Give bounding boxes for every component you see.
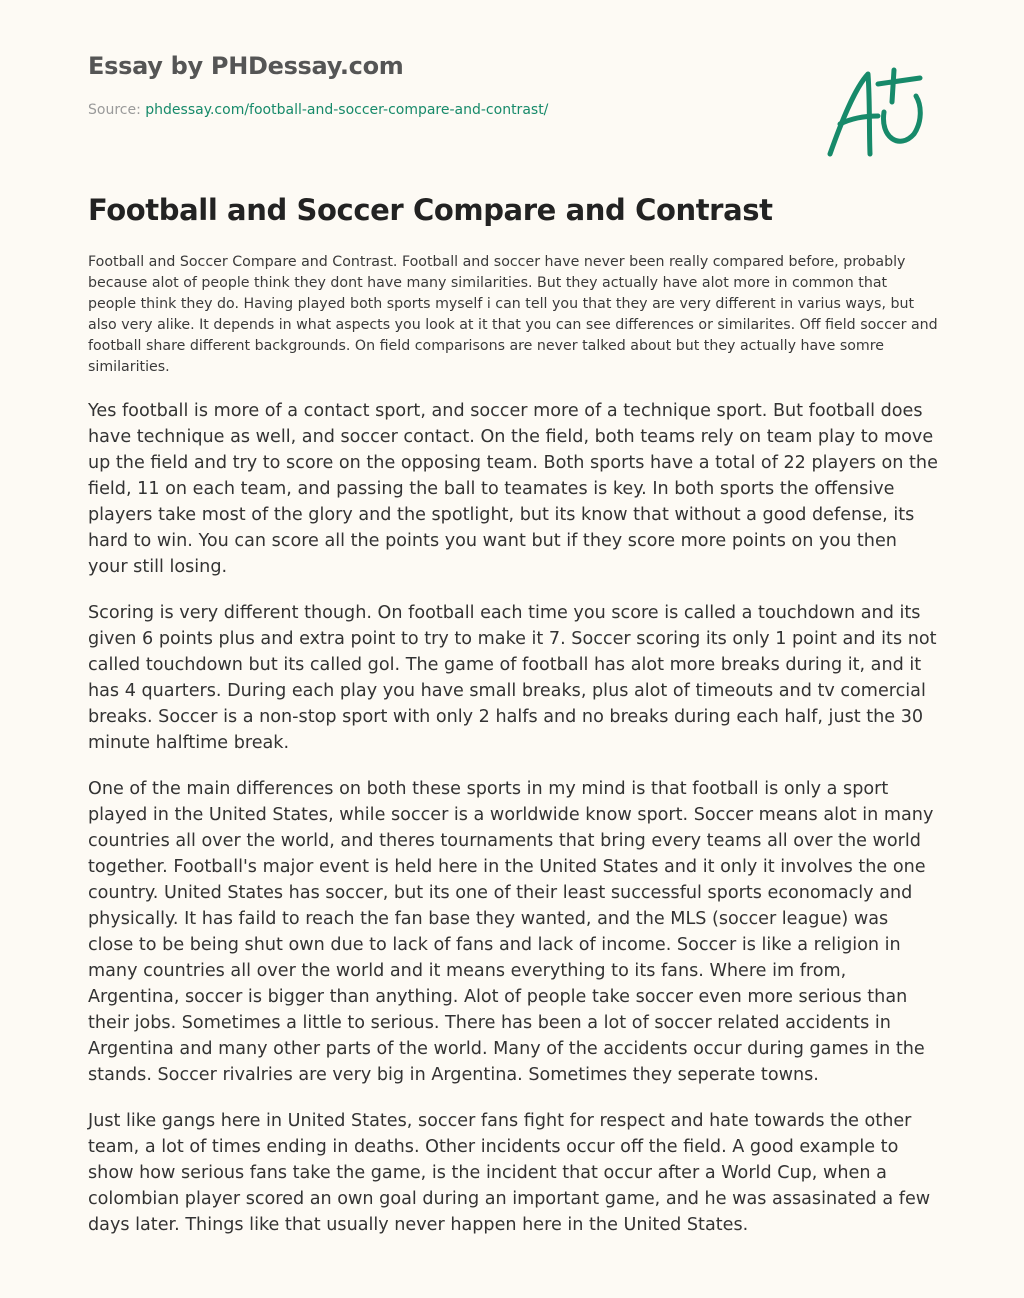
essay-paragraph-3: One of the main differences on both these sports in my mind is that football is only a sport played in the United States, while soccer is a worldwide know sport. Soccer means alot in many countries all over the world, and theres tournaments that bring every teams all over the world together. Football's major event is held here in the United States and it only it involves the one country. United States has soccer, but its one of their least successful sports economacly and physically. It has faild to reach the fan base they wanted, and the MLS (soccer league) was close to be being shut own due to lack of fans and lack of income. Soccer is like a religion in many countries all over the world and it means everything to its fans. Where im from, Argentina, soccer is bigger than anything. Alot of people take soccer even more serious than their jobs. Sometimes a little to serious. There has been a lot of soccer related accidents in Argentina and many other parts of the world. Many of the accidents occur during games in the stands. Soccer rivalries are very big in Argentina. Sometimes they seperate towns. — [88, 779, 934, 1085]
source-link[interactable]: phdessay.com/football-and-soccer-compare-and-contrast/ — [145, 102, 549, 118]
essay-title: Football and Soccer Compare and Contrast — [88, 193, 773, 227]
source-line — [88, 101, 808, 119]
logo-plus-horizontal — [878, 78, 920, 84]
essay-paragraph-2: Scoring is very different though. On football each time you score is called a touchdown and its given 6 points plus and extra point to try to make it 7. Soccer scoring its only 1 point and its not called touchdown but its called gol. The game of football has alot more breaks during it, and it has 4 quarters. During each play you have small breaks, plus alot of timeouts and tv comercial breaks. Soccer is a non-stop sport with only 2 halfs and no breaks during each half, just the 30 minute halftime break. — [88, 603, 937, 753]
essay-content — [88, 190, 938, 1238]
page-header — [88, 50, 808, 119]
logo-letter-a — [830, 74, 870, 154]
essay-paragraph-1: Yes football is more of a contact sport, and soccer more of a technique sport. But football does have technique as well, and soccer contact. On the field, both teams rely on team play to move up the field and try to score on the opposing team. Both sports have a total of 22 players on the field, 11 on each team, and passing the ball to teamates is key. In both sports the offensive players take most of the glory and the spotlight, but its know that without a good defense, its hard to win. You can score all the points you want but if they score more points on you then your still losing. — [88, 401, 938, 577]
essay-intro: Football and Soccer Compare and Contrast. Football and soccer have never been really compared before, probably because alot of people think they dont have many similarities. But they actually have alot more in common that people think they do. Having played both sports myself i can tell you that they are very different in varius ways, but also very alike. It depends in what aspects you look at it that you can see differences or similarites. Off field soccer and football share different backgrounds. On field comparisons are never talked about but they actually have somre similarities. — [88, 254, 938, 375]
a-plus-logo — [822, 62, 930, 162]
source-label: Source: — [88, 102, 146, 118]
essay-paragraph-4: Just like gangs here in United States, soccer fans fight for respect and hate towards the other team, a lot of times ending in deaths. Other incidents occur off the field. A good example to show how serious fans take the game, is the incident that occur after a World Cup, when a colombian player scored an own goal during an important game, and he was assasinated a few days later. Things like that usually never happen here in the United States. — [88, 1111, 931, 1235]
bottom-cutoff — [0, 1246, 1024, 1298]
site-brand[interactable]: Essay by PHDessay.com — [88, 52, 404, 80]
logo-swoosh — [883, 96, 920, 141]
logo-plus-vertical — [892, 70, 894, 102]
